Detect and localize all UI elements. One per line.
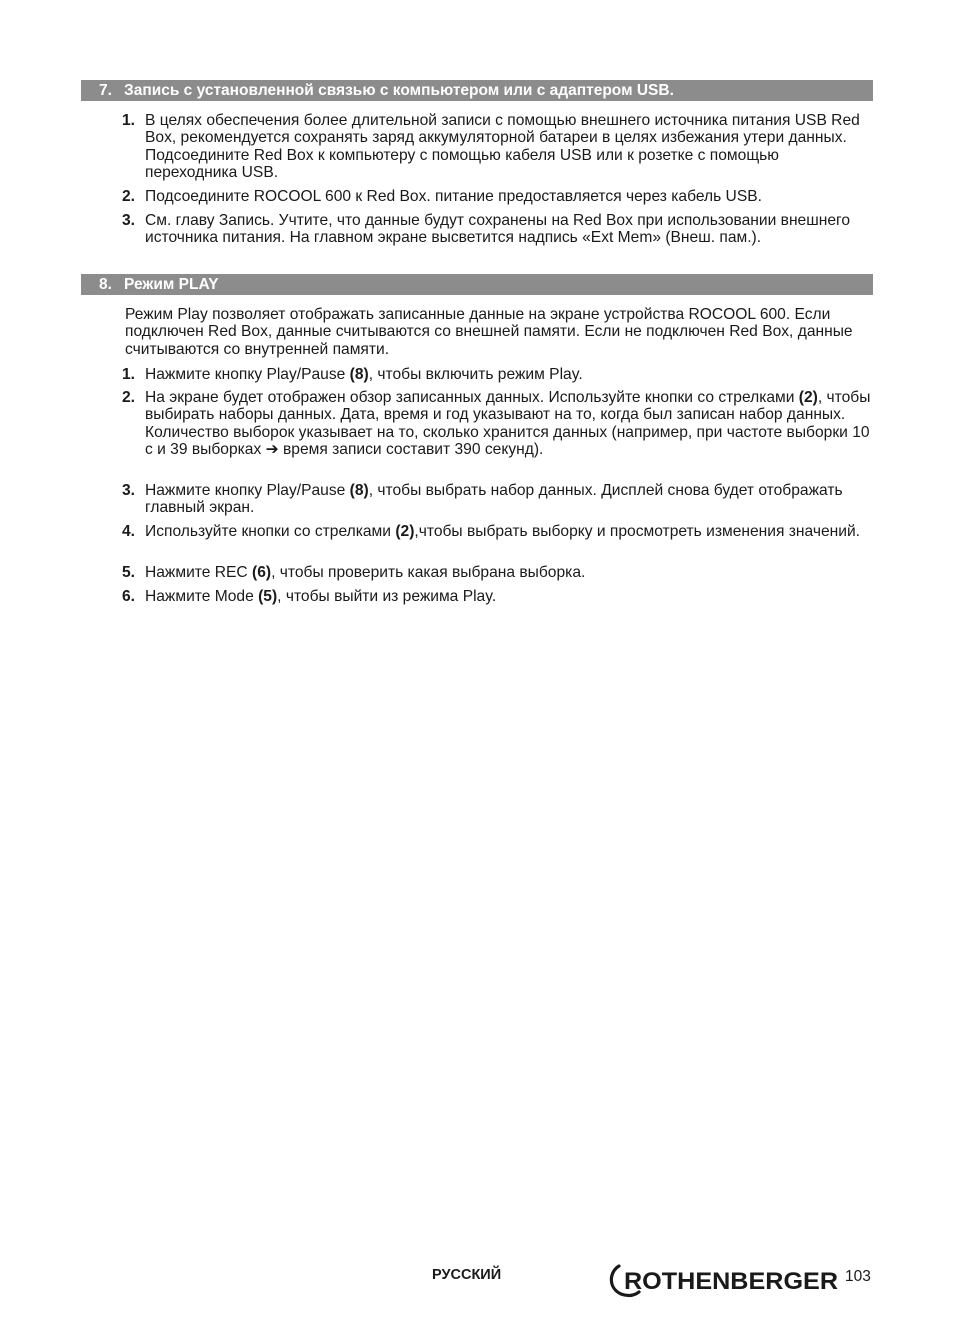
arrow-right-icon: ➔: [265, 441, 279, 459]
list-item: [122, 188, 872, 205]
item-number: 2.: [122, 389, 136, 406]
item-text: Подсоедините ROCOOL 600 к Red Box. питание предоставляется через кабель USB.: [145, 188, 762, 205]
item-number: 3.: [122, 482, 136, 499]
list-item: [122, 389, 872, 459]
item-number: 2.: [122, 188, 136, 205]
list-item: [122, 523, 872, 540]
item-text: Нажмите Mode (5), чтобы выйти из режима Play.: [145, 588, 497, 605]
item-text: Нажмите кнопку Play/Pause (8), чтобы включить режим Play.: [145, 366, 583, 383]
item-text: Нажмите REC (6), чтобы проверить какая выбрана выборка.: [145, 564, 586, 581]
item-text: Используйте кнопки со стрелками (2),чтобы выбрать выборку и просмотреть изменения значений.: [145, 523, 861, 540]
item-text: Нажмите кнопку Play/Pause (8), чтобы выбрать набор данных. Дисплей снова будет отображать главный экран.: [145, 482, 843, 517]
item-text: См. главу Запись. Учтите, что данные будут сохранены на Red Box при использовании внешнего источника питания. На главном экране высветится надпись «Ext Mem» (Внеш. пам.).: [145, 212, 851, 247]
item-number: 3.: [122, 212, 136, 229]
page-number: 103: [845, 1268, 871, 1285]
list-item: [122, 588, 872, 605]
item-number: 4.: [122, 523, 136, 540]
list-item: [122, 366, 872, 383]
rothenberger-logo: [605, 1262, 841, 1298]
footer-language: РУССКИЙ: [432, 1267, 502, 1283]
item-number: 6.: [122, 588, 136, 605]
item-number: 1.: [122, 112, 136, 129]
section-7-heading: [81, 80, 873, 101]
section-8-heading: [81, 274, 873, 295]
section-7-number: 7.: [99, 82, 112, 99]
list-item: [122, 212, 872, 247]
brand-name: ROTHENBERGER: [624, 1268, 839, 1295]
list-item: [122, 112, 872, 182]
item-number: 1.: [122, 366, 136, 383]
item-text: На экране будет отображен обзор записанных данных. Используйте кнопки со стрелками (2), чтобы выбирать наборы данных. Дата, время и год указывают на то, когда был записан набор данных. Количество выборок указывает на то, сколько хранится данных (например, при частоте выборки 10 с и 39 выборках ➔ время записи составит 390 секунд).: [145, 389, 871, 459]
item-number: 5.: [122, 564, 136, 581]
section-8-title: Режим PLAY: [124, 276, 219, 293]
section-7-title: Запись с установленной связью с компьютером или с адаптером USB.: [124, 82, 674, 99]
list-item: [122, 482, 872, 517]
section-8-intro: Режим Play позволяет отображать записанные данные на экране устройства ROCOOL 600. Если подключен Red Box, данные считываются со внешней памяти. Если не подключен Red Box, данные считываются со внутренней памяти.: [125, 306, 853, 358]
section-8-number: 8.: [99, 276, 112, 293]
list-item: [122, 564, 872, 581]
item-text: В целях обеспечения более длительной записи с помощью внешнего источника питания USB Red Box, рекомендуется сохранять заряд аккумуляторной батареи в целях избежания утери данных. Подсоедините Red Box к компьютеру с помощью кабеля USB или к розетке с помощью переходника USB.: [145, 112, 860, 182]
